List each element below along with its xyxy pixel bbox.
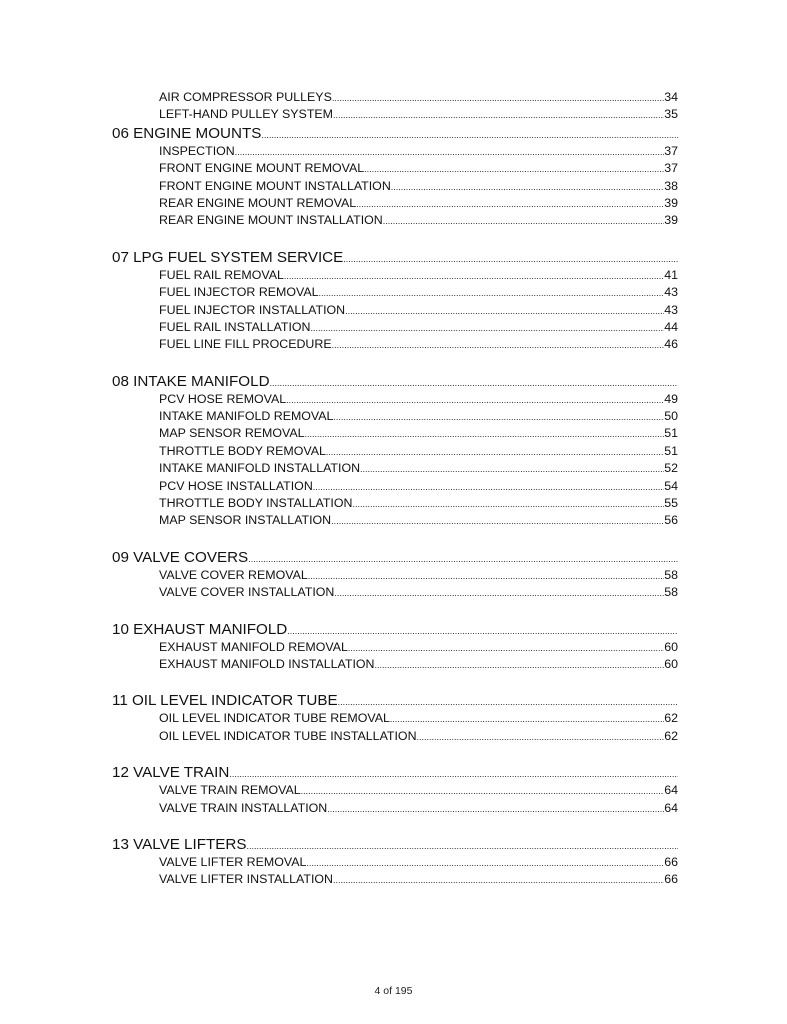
toc-section-entry[interactable] — [159, 212, 678, 229]
toc-entry-title: AIR COMPRESSOR PULLEYS — [159, 90, 332, 104]
dot-leader — [235, 144, 664, 160]
toc-entry-title: VALVE TRAIN INSTALLATION — [159, 800, 328, 815]
toc-section-entry[interactable] — [159, 782, 678, 799]
toc-entry-title: REAR ENGINE MOUNT REMOVAL — [159, 195, 357, 210]
page-number: 4 of 195 — [374, 985, 413, 997]
toc-entry-title: FRONT ENGINE MOUNT INSTALLATION — [159, 178, 391, 193]
toc-entry-page-number: 41 — [664, 267, 678, 282]
dot-leader — [334, 585, 664, 601]
toc-section-entry[interactable] — [159, 728, 678, 745]
toc-entry-title: VALVE COVER INSTALLATION — [159, 585, 335, 600]
toc-entry-page-number: 44 — [664, 319, 678, 334]
toc-entry-page-number: 38 — [664, 178, 678, 193]
toc-entry-page-number: 62 — [664, 711, 678, 726]
toc-entry-page-number: 51 — [664, 443, 678, 458]
dot-leader — [310, 320, 664, 336]
toc-section-entry[interactable] — [159, 336, 678, 353]
toc-chapter-entry[interactable] — [112, 548, 678, 567]
toc-entry-title: 13 VALVE LIFTERS — [112, 835, 247, 853]
toc-entry-title: INTAKE MANIFOLD REMOVAL — [159, 409, 334, 424]
toc-entry-title: 08 INTAKE MANIFOLD — [112, 372, 270, 390]
dot-leader — [333, 107, 664, 123]
toc-section-entry[interactable] — [159, 639, 678, 656]
toc-entry-page-number: 66 — [664, 872, 678, 887]
section-spacer — [112, 530, 678, 548]
toc-section-entry[interactable] — [159, 89, 678, 106]
toc-section-entry[interactable] — [159, 391, 678, 408]
toc-entry-page-number: 35 — [664, 107, 678, 122]
section-spacer — [112, 230, 678, 248]
toc-entry-title: FUEL RAIL INSTALLATION — [159, 319, 311, 334]
toc-entry-page-number: 58 — [664, 585, 678, 600]
toc-entry-title: EXHAUST MANIFOLD REMOVAL — [159, 639, 348, 654]
toc-section-entry[interactable] — [159, 443, 678, 460]
toc-entry-page-number: 37 — [664, 143, 678, 158]
dot-leader — [229, 765, 678, 782]
dot-leader — [332, 337, 665, 353]
toc-entry-title: 06 ENGINE MOUNTS — [112, 124, 262, 142]
toc-entry-title: INTAKE MANIFOLD INSTALLATION — [159, 461, 361, 476]
toc-entry-title: FUEL INJECTOR REMOVAL — [159, 285, 319, 300]
toc-entry-title: THROTTLE BODY REMOVAL — [159, 443, 326, 458]
toc-section-entry[interactable] — [159, 408, 678, 425]
toc-section-entry[interactable] — [159, 178, 678, 195]
dot-leader — [327, 801, 664, 817]
toc-entry-title: 10 EXHAUST MANIFOLD — [112, 620, 288, 638]
toc-section-entry[interactable] — [159, 495, 678, 512]
toc-chapter-entry[interactable] — [112, 691, 678, 710]
toc-section-entry[interactable] — [159, 512, 678, 529]
toc-entry-page-number: 39 — [664, 195, 678, 210]
dot-leader — [356, 196, 664, 212]
toc-entry-title: FRONT ENGINE MOUNT REMOVAL — [159, 161, 365, 176]
toc-section-entry[interactable] — [159, 319, 678, 336]
dot-leader — [364, 161, 664, 177]
dot-leader — [390, 711, 664, 727]
toc-entry-page-number: 60 — [664, 639, 678, 654]
dot-leader — [248, 550, 678, 567]
toc-entry-title: THROTTLE BODY INSTALLATION — [159, 496, 353, 511]
toc-entry-title: MAP SENSOR REMOVAL — [159, 426, 305, 441]
dot-leader — [343, 250, 678, 267]
toc-chapter-entry[interactable] — [112, 835, 678, 854]
dot-leader — [247, 837, 679, 854]
dot-leader — [331, 513, 664, 529]
toc-section-entry[interactable] — [159, 567, 678, 584]
toc-section-entry[interactable] — [159, 460, 678, 477]
toc-chapter-entry[interactable] — [112, 248, 678, 267]
toc-entry-page-number: 43 — [664, 285, 678, 300]
toc-entry-title: PCV HOSE INSTALLATION — [159, 478, 313, 493]
dot-leader — [375, 657, 665, 673]
toc-entry-title: 11 OIL LEVEL INDICATOR TUBE — [112, 692, 338, 710]
dot-leader — [383, 213, 664, 229]
toc-entry-title: OIL LEVEL INDICATOR TUBE REMOVAL — [159, 711, 390, 726]
dot-leader — [345, 303, 664, 319]
toc-entry-title: 09 VALVE COVERS — [112, 548, 249, 566]
dot-leader — [287, 622, 678, 639]
toc-entry-page-number: 49 — [664, 391, 678, 406]
toc-entry-page-number: 62 — [664, 728, 678, 743]
toc-section-entry[interactable] — [159, 478, 678, 495]
toc-section-entry[interactable] — [159, 656, 678, 673]
toc-section-entry[interactable] — [159, 425, 678, 442]
toc-entry-page-number: 34 — [664, 90, 678, 104]
toc-entry-page-number: 39 — [664, 213, 678, 228]
section-spacer — [112, 354, 678, 372]
toc-entry-title: 07 LPG FUEL SYSTEM SERVICE — [112, 248, 344, 266]
dot-leader — [326, 444, 664, 460]
toc-section-entry[interactable] — [159, 710, 678, 727]
toc-entry-page-number: 51 — [664, 426, 678, 441]
dot-leader — [308, 568, 664, 584]
dot-leader — [286, 392, 664, 408]
dot-leader — [391, 179, 664, 195]
toc-entry-title: FUEL RAIL REMOVAL — [159, 267, 284, 282]
toc-entry-title: VALVE TRAIN REMOVAL — [159, 783, 301, 798]
toc-entry-page-number: 60 — [664, 656, 678, 671]
toc-entry-title: INSPECTION — [159, 143, 235, 158]
toc-entry-title: FUEL LINE FILL PROCEDURE — [159, 337, 332, 352]
dot-leader — [270, 374, 678, 391]
toc-chapter-entry[interactable] — [112, 372, 678, 391]
dot-leader — [333, 872, 664, 888]
toc-entry-title: MAP SENSOR INSTALLATION — [159, 513, 332, 528]
toc-entry-page-number: 56 — [664, 513, 678, 528]
toc-entry-page-number: 52 — [664, 461, 678, 476]
toc-entry-title: FUEL INJECTOR INSTALLATION — [159, 302, 346, 317]
toc-section-entry[interactable] — [159, 195, 678, 212]
toc-section-entry[interactable] — [159, 302, 678, 319]
toc-entry-page-number: 55 — [664, 496, 678, 511]
toc-entry-title: VALVE LIFTER INSTALLATION — [159, 872, 333, 887]
toc-entry-title: LEFT-HAND PULLEY SYSTEM — [159, 107, 333, 122]
toc-section-entry[interactable] — [159, 284, 678, 301]
section-spacer — [112, 602, 678, 620]
toc-section-entry[interactable] — [159, 106, 678, 123]
toc-entry-title: EXHAUST MANIFOLD INSTALLATION — [159, 656, 375, 671]
toc-section-entry[interactable] — [159, 800, 678, 817]
toc-chapter-entry[interactable] — [112, 620, 678, 639]
toc-section-entry[interactable] — [159, 854, 678, 871]
section-spacer — [112, 745, 678, 763]
toc-section-entry[interactable] — [159, 267, 678, 284]
toc-entry-title: OIL LEVEL INDICATOR TUBE INSTALLATION — [159, 728, 417, 743]
toc-entry-page-number: 66 — [664, 854, 678, 869]
dot-leader — [301, 783, 665, 799]
section-spacer — [112, 817, 678, 835]
toc-entry-page-number: 50 — [664, 409, 678, 424]
toc-chapter-entry[interactable] — [112, 124, 678, 143]
toc-chapter-entry[interactable] — [112, 763, 678, 782]
dot-leader — [306, 855, 664, 871]
toc-entry-page-number: 64 — [664, 800, 678, 815]
toc-entry-page-number: 54 — [664, 478, 678, 493]
toc-entry-title: 12 VALVE TRAIN — [112, 764, 230, 782]
toc-section-entry[interactable] — [159, 871, 678, 888]
dot-leader — [348, 640, 664, 656]
toc-entry-page-number: 58 — [664, 567, 678, 582]
dot-leader — [360, 461, 664, 477]
dot-leader — [417, 729, 665, 745]
toc-entry-page-number: 46 — [664, 337, 678, 352]
dot-leader — [305, 426, 665, 442]
toc-entry-title: VALVE COVER REMOVAL — [159, 567, 308, 582]
dot-leader — [338, 693, 678, 710]
toc-section-entry[interactable] — [159, 584, 678, 601]
toc-entry-title: REAR ENGINE MOUNT INSTALLATION — [159, 213, 383, 228]
toc-section-entry[interactable] — [159, 143, 678, 160]
toc-entry-page-number: 43 — [664, 302, 678, 317]
dot-leader — [352, 496, 664, 512]
table-of-contents — [112, 89, 678, 889]
toc-entry-title: PCV HOSE REMOVAL — [159, 391, 287, 406]
section-spacer — [112, 673, 678, 691]
dot-leader — [284, 268, 664, 284]
toc-entry-title: VALVE LIFTER REMOVAL — [159, 854, 307, 869]
dot-leader — [261, 126, 678, 143]
toc-section-entry[interactable] — [159, 160, 678, 177]
dot-leader — [313, 479, 664, 495]
dot-leader — [332, 90, 664, 106]
toc-entry-page-number: 37 — [664, 161, 678, 176]
toc-entry-page-number: 64 — [664, 783, 678, 798]
dot-leader — [319, 285, 665, 301]
dot-leader — [333, 409, 664, 425]
